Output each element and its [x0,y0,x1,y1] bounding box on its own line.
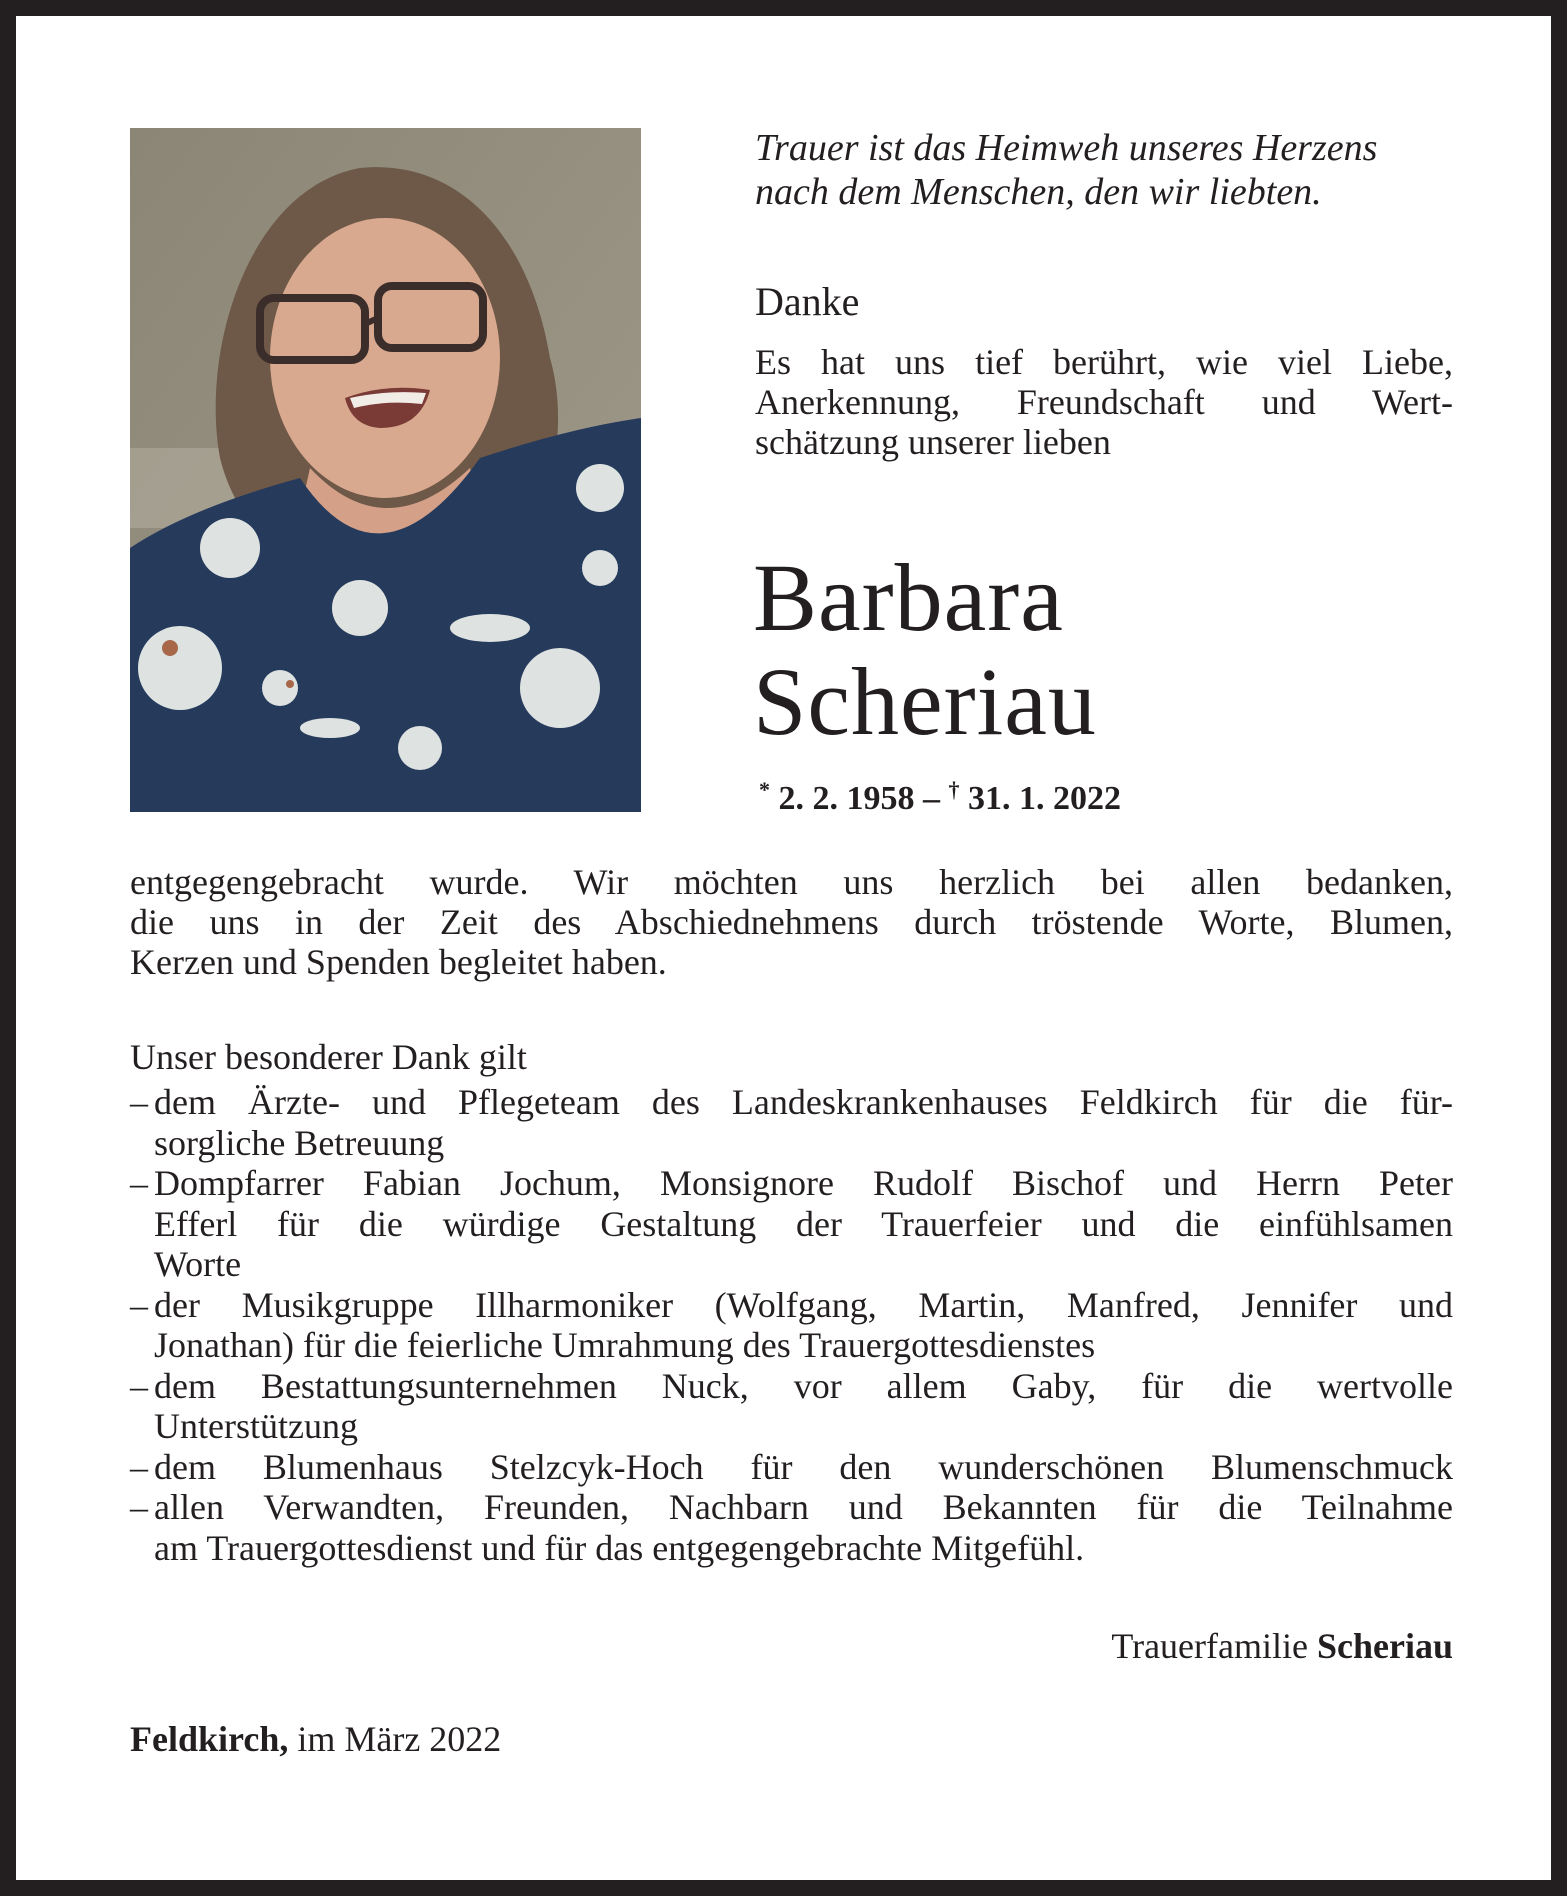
body-paragraph [130,862,1453,982]
thanks-line: Efferl für die würdige Gestaltung der Trauerfeier und die einfühlsamen [154,1203,1453,1244]
thanks-item [130,1447,1453,1488]
intro-line: schätzung unserer lieben [755,422,1111,462]
death-symbol: † [948,777,960,802]
dash-bullet: – [130,1284,148,1325]
thanks-line: sorgliche Betreuung [154,1122,445,1163]
dash-bullet: – [130,1082,148,1122]
signature-prefix: Trauerfamilie [1111,1626,1317,1666]
thanks-item [130,1366,1453,1447]
deceased-name [753,546,1097,754]
last-name: Scheriau [753,648,1097,755]
portrait-photo [130,128,641,812]
place-name: Feldkirch, [130,1719,289,1759]
body-line: die uns in der Zeit des Abschiednehmens durch tröstende Worte, Blumen, [130,902,1453,942]
dash-bullet: – [130,1163,148,1203]
thanks-heading: Unser besonderer Dank gilt [130,1037,527,1077]
date-separator: – [914,780,949,817]
birth-symbol: * [759,777,770,802]
thanks-line: allen Verwandten, Freunden, Nachbarn und Bekannten für die Teilnahme [154,1487,1453,1527]
thanks-line: Jonathan) für die feierliche Umrahmung des Trauergottesdienstes [154,1325,1096,1365]
thanks-list [130,1082,1453,1568]
death-date: 31. 1. 2022 [968,780,1121,817]
thanks-line: am Trauergottesdienst und für das entgegengebrachte Mitgefühl. [154,1527,1085,1568]
thanks-item [130,1163,1453,1285]
portrait-image [130,128,641,812]
intro-line: Es hat uns tief berührt, wie viel Liebe, [755,342,1453,382]
dash-bullet: – [130,1446,148,1487]
thanks-line: der Musikgruppe Illharmoniker (Wolfgang, Martin, Manfred, Jennifer und [154,1284,1453,1325]
body-line: Kerzen und Spenden begleitet haben. [130,942,667,982]
thanks-item [130,1082,1453,1163]
life-dates [759,770,1121,819]
first-name: Barbara [753,544,1064,651]
thanks-line: Dompfarrer Fabian Jochum, Monsignore Rudolf Bischof und Herrn Peter [154,1163,1453,1203]
thanks-line: dem Bestattungsunternehmen Nuck, vor allem Gaby, für die wertvolle [154,1365,1453,1406]
body-line: entgegengebracht wurde. Wir möchten uns herzlich bei allen bedanken, [130,862,1453,902]
intro-paragraph [755,342,1453,462]
quote-line: Trauer ist das Heimweh unseres Herzens [755,127,1378,169]
thanks-line: dem Blumenhaus Stelzcyk-Hoch für den wunderschönen Blumenschmuck [154,1446,1453,1487]
danke-heading: Danke [755,279,860,324]
thanks-line: Unterstützung [154,1406,358,1446]
dash-bullet: – [130,1365,148,1406]
date-text: im März 2022 [288,1719,502,1759]
signature-family-name: Scheriau [1316,1626,1453,1666]
obituary-page [16,16,1551,1880]
birth-date: 2. 2. 1958 [778,780,915,817]
thanks-line: Worte [154,1244,242,1284]
intro-line: Anerkennung, Freundschaft und Wert- [755,382,1453,422]
thanks-item [130,1487,1453,1568]
family-signature [1111,1625,1453,1667]
quote-line: nach dem Menschen, den wir liebten. [755,171,1322,213]
dash-bullet: – [130,1487,148,1527]
place-and-date [130,1718,501,1760]
thanks-item [130,1285,1453,1366]
quote [755,126,1377,214]
thanks-line: dem Ärzte- und Pflegeteam des Landeskrankenhauses Feldkirch für die für- [154,1082,1453,1122]
